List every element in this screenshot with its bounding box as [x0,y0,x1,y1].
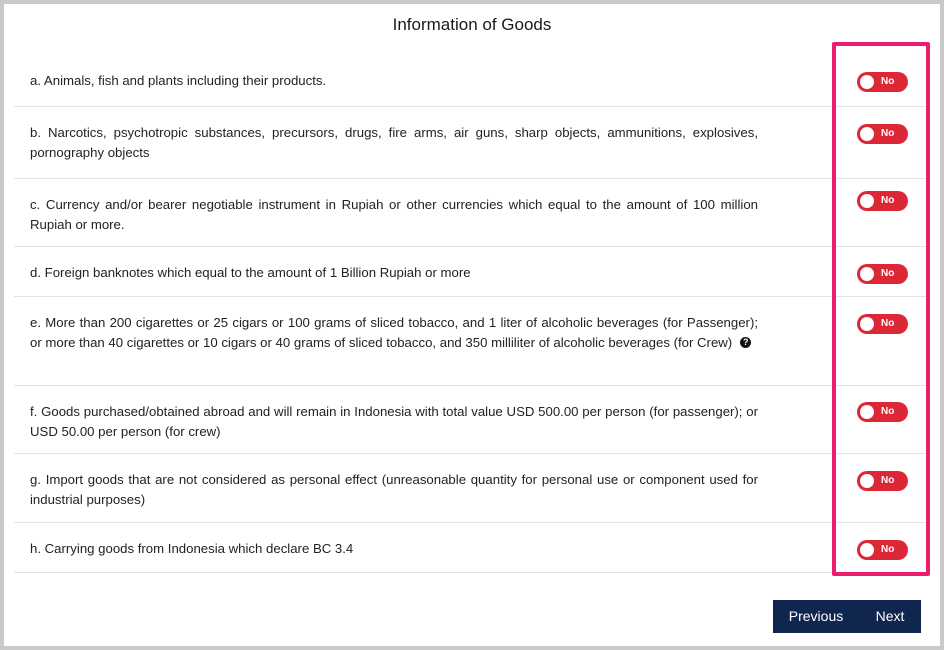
list-item [14,386,930,454]
toggle-label: No [881,544,895,555]
question-circle-icon[interactable]: ? [740,337,751,348]
next-button[interactable]: Next [859,600,921,633]
list-item [14,107,930,179]
toggle-switch[interactable] [857,402,908,422]
item-text: b. Narcotics, psychotropic substances, precursors, drugs, fire arms, air guns, sharp objects, ammunitions, explosives, pornography objects [30,125,758,160]
list-item [14,179,930,247]
toggle-label: No [881,128,895,139]
item-text-content: e. More than 200 cigarettes or 25 cigars or 100 grams of sliced tobacco, and 1 liter of alcoholic beverages (for Passenger); or more than 40 cigarettes or 10 cigars or 40 grams of sliced tobacco, and 350 milliliter of alcoholic beverages (for Crew) [30,315,758,350]
toggle-switch[interactable] [857,191,908,211]
list-item [14,55,930,107]
item-text: f. Goods purchased/obtained abroad and will remain in Indonesia with total value USD 500.00 per person (for passenger); or USD 50.00 per person (for crew) [30,404,758,439]
goods-declaration-list [14,55,930,573]
toggle-knob [860,405,874,419]
item-text [30,313,758,353]
list-item [14,247,930,297]
toggle-label: No [881,268,895,279]
toggle-switch[interactable] [857,264,908,284]
item-text: h. Carrying goods from Indonesia which declare BC 3.4 [30,541,354,556]
wizard-navigation [773,600,921,633]
toggle-knob [860,317,874,331]
toggle-label: No [881,475,895,486]
toggle-switch[interactable] [857,124,908,144]
list-item [14,297,930,386]
item-text: c. Currency and/or bearer negotiable instrument in Rupiah or other currencies which equal to the amount of 100 million Rupiah or more. [30,197,758,232]
list-item [14,454,930,523]
toggle-switch[interactable] [857,540,908,560]
toggle-label: No [881,406,895,417]
toggle-label: No [881,195,895,206]
toggle-knob [860,194,874,208]
toggle-knob [860,127,874,141]
toggle-label: No [881,318,895,329]
toggle-switch[interactable] [857,72,908,92]
page-title: Information of Goods [392,15,552,34]
previous-button[interactable]: Previous [773,600,859,633]
list-item [14,523,930,573]
toggle-knob [860,474,874,488]
toggle-switch[interactable] [857,471,908,491]
item-text: d. Foreign banknotes which equal to the amount of 1 Billion Rupiah or more [30,265,471,280]
toggle-knob [860,543,874,557]
toggle-switch[interactable] [857,314,908,334]
toggle-knob [860,267,874,281]
item-text: g. Import goods that are not considered as personal effect (unreasonable quantity for personal use or component used for industrial purposes) [30,472,758,507]
toggle-knob [860,75,874,89]
toggle-label: No [881,76,895,87]
item-text: a. Animals, fish and plants including their products. [30,73,327,88]
